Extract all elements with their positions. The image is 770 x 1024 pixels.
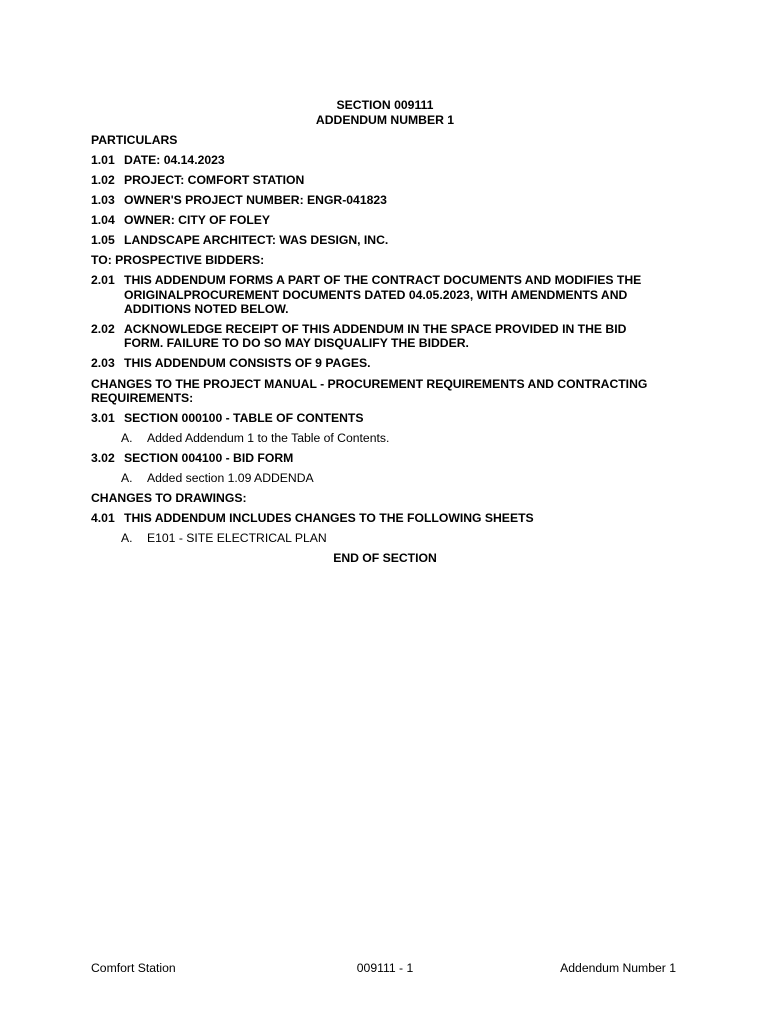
- footer-page-number: 009111 - 1: [356, 961, 414, 975]
- section-title: SECTION 009111: [336, 98, 434, 112]
- item-text-line: ADDITIONS NOTED BELOW.: [124, 302, 289, 316]
- item-number: 1.01: [91, 153, 115, 167]
- drawing-changes-heading: CHANGES TO DRAWINGS:: [91, 491, 247, 505]
- item-text-line: THIS ADDENDUM CONSISTS OF 9 PAGES.: [124, 356, 371, 370]
- item-text-sheets: THIS ADDENDUM INCLUDES CHANGES TO THE FOLLOWING SHEETS: [124, 511, 534, 525]
- item-number: 3.01: [91, 411, 115, 425]
- item-number: 1.03: [91, 193, 115, 207]
- sub-item-text: Added section 1.09 ADDENDA: [147, 471, 314, 485]
- item-text-date: DATE: 04.14.2023: [124, 153, 225, 167]
- item-text-architect: LANDSCAPE ARCHITECT: WAS DESIGN, INC.: [124, 233, 389, 247]
- item-text-owner: OWNER: CITY OF FOLEY: [124, 213, 271, 227]
- item-text-line: ACKNOWLEDGE RECEIPT OF THIS ADDENDUM IN THE SPACE PROVIDED IN THE BID: [124, 322, 627, 336]
- item-number: 1.04: [91, 213, 115, 227]
- sub-item-letter: A.: [121, 531, 133, 545]
- end-of-section: END OF SECTION: [333, 551, 437, 565]
- item-text-line: THIS ADDENDUM FORMS A PART OF THE CONTRACT DOCUMENTS AND MODIFIES THE: [124, 273, 642, 287]
- footer-addendum-label: Addendum Number 1: [560, 961, 676, 975]
- item-number: 2.02: [91, 322, 115, 336]
- item-number: 1.05: [91, 233, 115, 247]
- particulars-heading: PARTICULARS: [91, 133, 178, 147]
- item-number: 2.01: [91, 273, 115, 287]
- manual-changes-heading: CHANGES TO THE PROJECT MANUAL - PROCUREMENT REQUIREMENTS AND CONTRACTING: [91, 377, 648, 391]
- item-number: 4.01: [91, 511, 115, 525]
- manual-changes-heading-cont: REQUIREMENTS:: [91, 391, 194, 405]
- sub-item-letter: A.: [121, 431, 133, 445]
- bidders-heading: TO: PROSPECTIVE BIDDERS:: [91, 253, 265, 267]
- item-text-line: FORM. FAILURE TO DO SO MAY DISQUALIFY THE BIDDER.: [124, 336, 469, 350]
- sub-item-text: Added Addendum 1 to the Table of Contents.: [147, 431, 390, 445]
- item-number: 1.02: [91, 173, 115, 187]
- item-number: 3.02: [91, 451, 115, 465]
- sub-item-text: E101 - SITE ELECTRICAL PLAN: [147, 531, 327, 545]
- item-number: 2.03: [91, 356, 115, 370]
- item-text-project-number: OWNER'S PROJECT NUMBER: ENGR-041823: [124, 193, 387, 207]
- item-text-project: PROJECT: COMFORT STATION: [124, 173, 305, 187]
- footer-project-name: Comfort Station: [91, 961, 176, 975]
- item-text-toc: SECTION 000100 - TABLE OF CONTENTS: [124, 411, 364, 425]
- addendum-title: ADDENDUM NUMBER 1: [315, 113, 455, 127]
- item-text-bid-form: SECTION 004100 - BID FORM: [124, 451, 294, 465]
- item-text-line: ORIGINALPROCUREMENT DOCUMENTS DATED 04.05.2023, WITH AMENDMENTS AND: [124, 288, 628, 302]
- sub-item-letter: A.: [121, 471, 133, 485]
